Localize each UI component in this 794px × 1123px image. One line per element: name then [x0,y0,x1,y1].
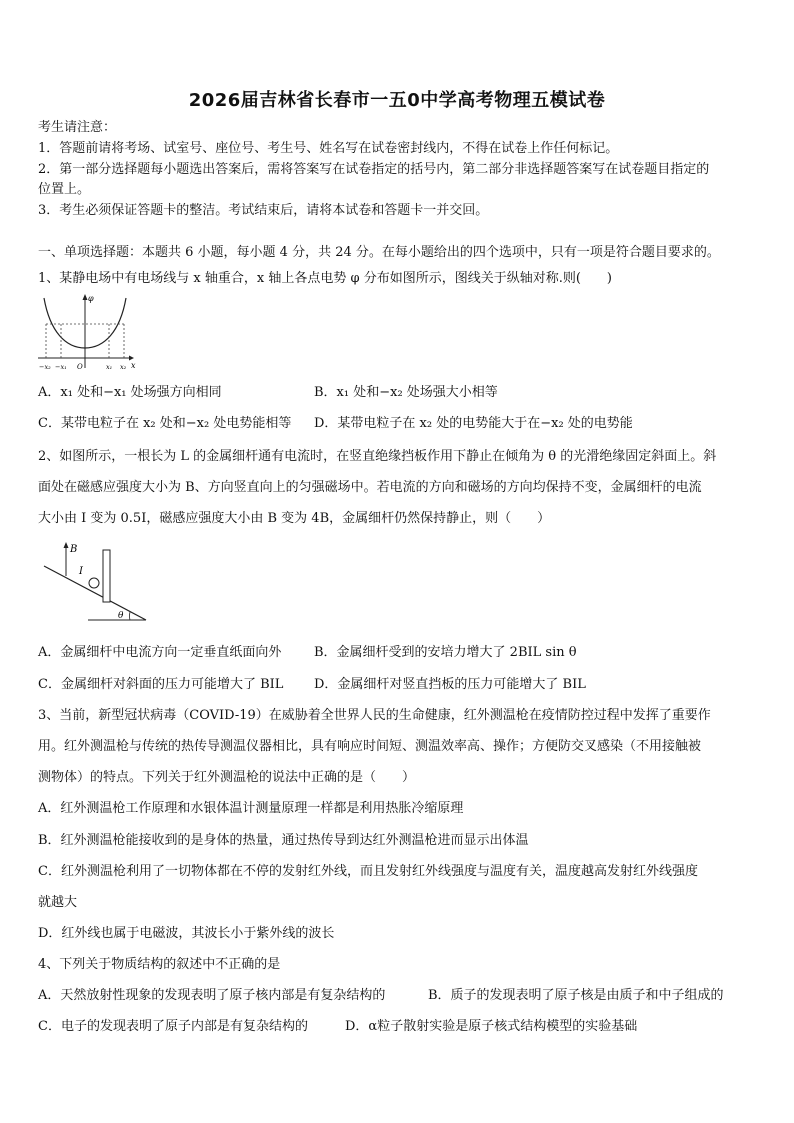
q2-option-a: A．金属细杆中电流方向一定垂直纸面向外 [38,645,282,660]
q3-line-3: 测物体）的特点。下列关于红外测温枪的说法中正确的是（ ） [38,770,416,785]
label-theta: θ [118,611,124,621]
q2-line-2: 面处在磁感应强度大小为 B、方向竖直向上的匀强磁场中。若电流的方向和磁场的方向均保持不变，金属细杆的电流 [38,480,702,495]
q3-option-c: C．红外测温枪利用了一切物体都在不停的发射红外线，而且发射红外线强度与温度有关，温度越高发射红外线强度 [38,864,698,879]
label-i: I [79,566,83,577]
q2-line-3: 大小由 I 变为 0.5I，磁感应强度大小由 B 变为 4B，金属细杆仍然保持静止，则（ ） [38,511,551,526]
q3-option-d: D．红外线也属于电磁波，其波长小于紫外线的波长 [38,926,335,941]
q4-stem: 4、下列关于物质结构的叙述中不正确的是 [38,957,281,972]
q4-option-c: C．电子的发现表明了原子内部是有复杂结构的 [38,1019,308,1034]
x-axis-label: x [131,361,136,370]
notice-item-1: 1．答题前请将考场、试室号、座位号、考生号、姓名写在试卷密封线内，不得在试卷上作任何标记。 [38,141,619,156]
label-b: B [70,544,78,555]
q3-option-c-cont: 就越大 [38,895,78,910]
tick-x1: x₁ [106,363,113,371]
q3-line-1: 3、当前，新型冠状病毒（COVID-19）在威胁着全世界人民的生命健康，红外测温枪在疫情防控过程中发挥了重要作 [38,708,711,723]
angle-arc [129,612,130,620]
y-axis-label: φ [88,294,94,303]
tick-neg-x2: −x₂ [39,363,51,371]
q3-line-2: 用。红外测温枪与传统的热传导测温仪器相比，具有响应时间短、测温效率高、操作；方便防交叉感染（不用接触被 [38,739,702,754]
b-field-arrowhead [64,542,69,548]
q4-option-b: B．质子的发现表明了原子核是由质子和中子组成的 [428,988,724,1003]
incline-surface [44,566,146,620]
q3-option-a: A．红外测温枪工作原理和水银体温计测量原理一样都是利用热胀冷缩原理 [38,801,464,816]
q2-option-b: B．金属细杆受到的安培力增大了 2BIL sin θ [314,645,577,660]
q2-option-d: D．金属细杆对竖直挡板的压力可能增大了 BIL [314,677,586,692]
q2-option-c: C．金属细杆对斜面的压力可能增大了 BIL [38,677,284,692]
tick-x2: x₂ [120,363,127,371]
q4-option-a: A．天然放射性现象的发现表明了原子核内部是有复杂结构的 [38,988,386,1003]
page-title: 2026届吉林省长春市一五0中学高考物理五模试卷 [188,90,606,111]
notice-item-2-cont: 位置上。 [38,182,91,197]
vertical-plate [103,550,110,602]
q1-option-d: D．某带电粒子在 x₂ 处的电势能大于在−x₂ 处的电势能 [314,416,633,431]
q1-stem: 1、某静电场中有电场线与 x 轴重合，x 轴上各点电势 φ 分布如图所示，图线关于纵轴对称.则( ) [38,271,612,286]
notice-item-3: 3．考生必须保证答题卡的整洁。考试结束后，请将本试卷和答题卡一并交回。 [38,203,489,218]
q2-line-1: 2、如图所示，一根长为 L 的金属细杆通有电流时，在竖直绝缘挡板作用下静止在倾角为 θ 的光滑绝缘固定斜面上。斜 [38,449,717,464]
q1-option-b: B．x₁ 处和−x₂ 处场强大小相等 [314,385,498,400]
tick-neg-x1: −x₁ [55,363,67,371]
q1-potential-graph [36,292,140,372]
q3-option-b: B．红外测温枪能接收到的是身体的热量，通过热传导到达红外测温枪进而显示出体温 [38,833,529,848]
q1-option-c: C．某带电粒子在 x₂ 处和−x₂ 处电势能相等 [38,416,292,431]
notice-heading: 考生请注意： [38,120,117,135]
q2-incline-diagram [38,540,150,624]
metal-rod [89,578,99,588]
notice-item-2: 2．第一部分选择题每小题选出答案后，需将答案写在试卷指定的括号内，第二部分非选择题答案写在试卷题目指定的 [38,162,710,177]
q1-option-a: A．x₁ 处和−x₁ 处场强方向相同 [38,385,222,400]
y-axis-arrow [83,294,88,300]
section-heading: 一、单项选择题：本题共 6 小题，每小题 4 分，共 24 分。在每小题给出的四个选项中，只有一项是符合题目要求的。 [38,245,720,260]
tick-origin: O [77,363,83,371]
q4-option-d: D．α粒子散射实验是原子核式结构模型的实验基础 [345,1019,638,1034]
x-axis-arrow [129,356,134,361]
